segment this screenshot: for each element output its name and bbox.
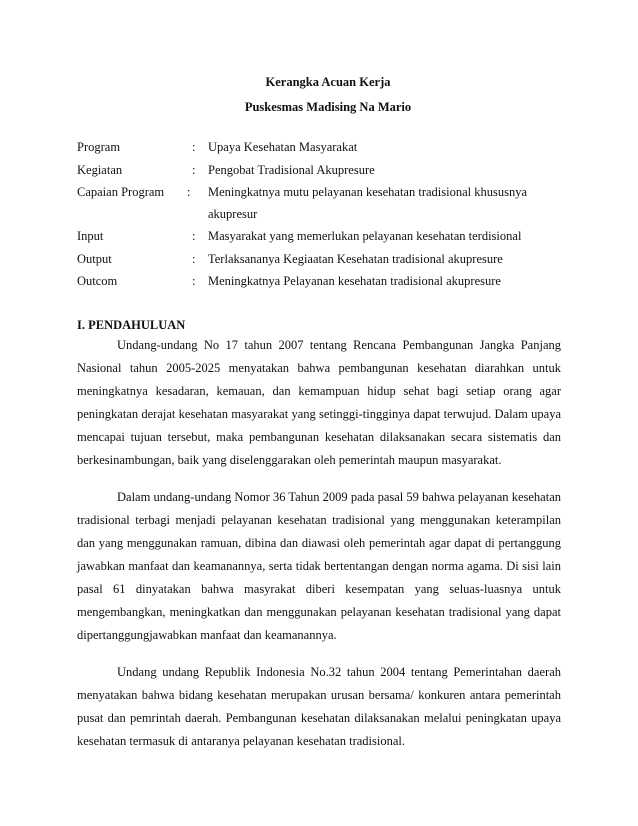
paragraph: Undang undang Republik Indonesia No.32 tahun 2004 tentang Pemerintahan daerah menyatakan bahwa bidang kesehatan merupakan urusan bersama/ konkuren antara pemerintah pusat dan pemrintah daerah. Pembangunan kesehatan dilaksanakan melalui peningkatan upaya kesehatan termasuk di antaranya pelayanan kesehatan tradisional. [77, 665, 561, 748]
meta-colon: : [187, 185, 191, 199]
meta-label: Input [77, 229, 104, 243]
capaian-program-row [77, 181, 577, 225]
meta-colon: : [192, 140, 196, 154]
meta-value: Meningkatnya Pelayanan kesehatan tradisional akupresure [208, 274, 501, 288]
input-row [77, 225, 577, 248]
meta-value: Upaya Kesehatan Masyarakat [208, 140, 358, 154]
paragraph: Dalam undang-undang Nomor 36 Tahun 2009 pada pasal 59 bahwa pelayanan kesehatan tradisional terbagi menjadi pelayanan kesehatan tradisional yang menggunakan keterampilan dan yang menggunakan ramuan, dibina dan diawasi oleh pemerintah agar dapat di pertanggung jawabkan manfaat dan keamanannya, serta tidak bertentangan dengan norma agama. Di sisi lain pasal 61 dinyatakan bahwa masyrakat diberi kesempatan yang seluas-luasnya untuk mengembangkan, meningkatkan dan menggunakan pelayanan kesehatan tradisional yang dapat dipertanggungjawabkan manfaat dan keamanannya. [77, 490, 561, 642]
document-header [0, 70, 638, 120]
document-subtitle: Puskesmas Madising Na Mario [244, 100, 412, 114]
meta-label: Program [77, 140, 121, 154]
document-title: Kerangka Acuan Kerja [265, 75, 391, 89]
meta-value: Terlaksananya Kegiaatan Kesehatan tradisional akupresure [208, 251, 503, 266]
meta-colon: : [192, 274, 196, 288]
kegiatan-row [77, 159, 577, 182]
program-row [77, 136, 577, 159]
meta-value: Masyarakat yang memerlukan pelayanan kesehatan terdisional [208, 229, 522, 243]
meta-colon: : [192, 162, 196, 177]
pendahuluan-section [77, 316, 561, 753]
meta-colon: : [192, 229, 196, 243]
meta-label: Kegiatan [77, 162, 123, 177]
paragraph: Undang-undang No 17 tahun 2007 tentang Rencana Pembangunan Jangka Panjang Nasional tahun 2005-2025 menyatakan bahwa pembangunan kesehatan diarahkan untuk meningkatnya kesadaran, kemauan, dan kemampuan hidup sehat bagi setiap orang agar peningkatan derajat kesehatan masyarakat yang setinggi-tingginya dapat terwujud. Dalam upaya mencapai tujuan tersebut, maka pembangunan kesehatan dilaksanakan secara sistematis dan berkesinambungan, baik yang diselenggarakan oleh pemerintah maupun masyarakat. [77, 338, 561, 467]
section-heading: I. PENDAHULUAN [77, 318, 186, 332]
meta-label: Output [77, 251, 112, 266]
meta-value: Pengobat Tradisional Akupresure [208, 162, 375, 177]
meta-colon: : [192, 251, 196, 266]
output-row [77, 248, 577, 271]
meta-label: Capaian Program [77, 185, 165, 199]
meta-value: Meningkatnya mutu pelayanan kesehatan tradisional khususnya akupresur [208, 185, 528, 221]
program-info-table [77, 136, 577, 293]
meta-label: Outcom [77, 274, 118, 288]
outcom-row [77, 270, 577, 293]
